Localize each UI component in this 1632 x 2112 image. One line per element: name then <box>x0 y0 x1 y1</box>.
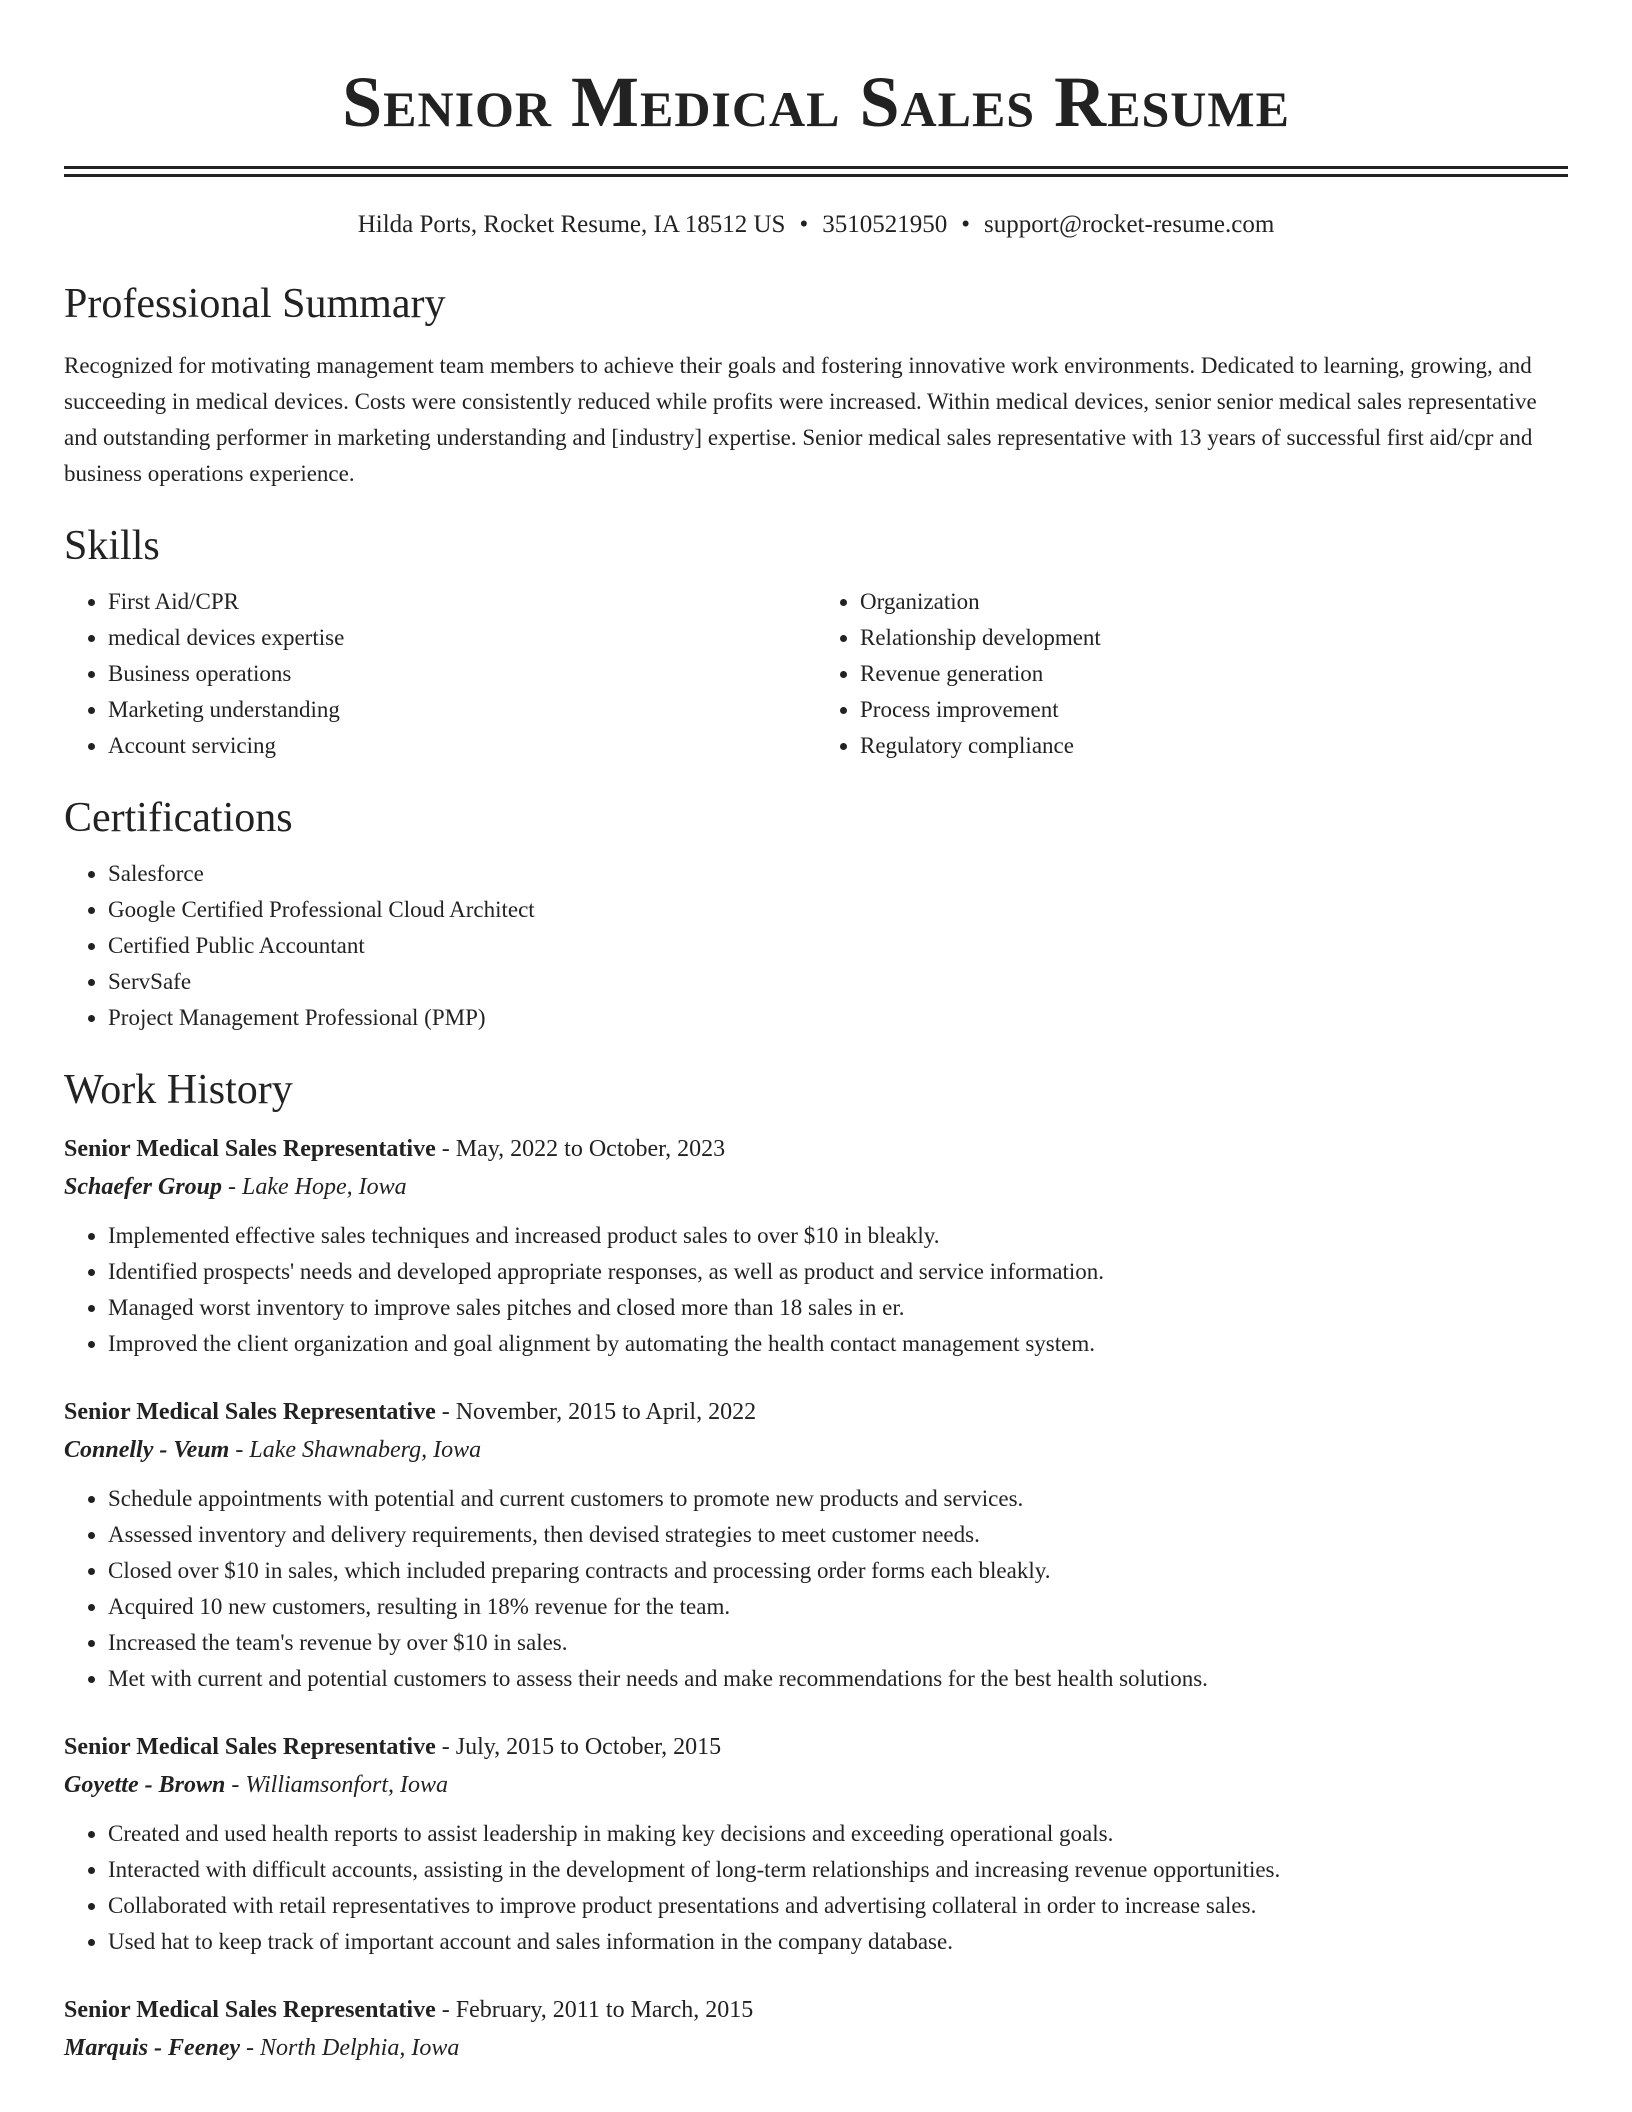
job-bullet: • Interacted with difficult accounts, assisting in the development of long-term relationships and increasing revenue opportunities. <box>108 1852 1568 1888</box>
certification-item: • ServSafe <box>108 964 1568 1000</box>
certification-item: • Project Management Professional (PMP) <box>108 1000 1568 1036</box>
job-entry <box>64 1130 1568 1362</box>
job-bullet: • Acquired 10 new customers, resulting in 18% revenue for the team. <box>108 1589 1568 1625</box>
job-bullet: • Increased the team's revenue by over $10 in sales. <box>108 1625 1568 1661</box>
skills-list-right <box>816 584 1568 764</box>
job-bullet: • Schedule appointments with potential and current customers to promote new products and services. <box>108 1481 1568 1517</box>
certifications-heading: Certifications <box>64 795 293 841</box>
job-title-line <box>64 1991 1568 2029</box>
skills-columns <box>64 584 1568 764</box>
skill-item: • medical devices expertise <box>108 620 816 656</box>
work-history-heading: Work History <box>64 1067 293 1113</box>
job-entry <box>64 1728 1568 1960</box>
skill-item: • Relationship development <box>860 620 1568 656</box>
job-bullet: • Assessed inventory and delivery requirements, then devised strategies to meet customer needs. <box>108 1517 1568 1553</box>
job-location: - Lake Shawnaberg, Iowa <box>229 1437 482 1463</box>
skill-item: • Revenue generation <box>860 656 1568 692</box>
job-bullets <box>64 1481 1568 1697</box>
job-title-line <box>64 1130 1568 1168</box>
summary-section <box>64 278 1568 492</box>
summary-heading: Professional Summary <box>64 281 446 327</box>
job-company-line <box>64 1766 1568 1804</box>
skill-item: • Process improvement <box>860 692 1568 728</box>
job-title: Senior Medical Sales Representative <box>64 1136 436 1162</box>
job-company: Goyette - Brown <box>64 1772 226 1798</box>
certification-item: • Google Certified Professional Cloud Architect <box>108 892 1568 928</box>
job-company-line <box>64 1168 1568 1206</box>
contact-separator: • <box>799 211 809 238</box>
job-company: Connelly - Veum <box>64 1437 230 1463</box>
job-title: Senior Medical Sales Representative <box>64 1734 436 1760</box>
job-bullet: • Created and used health reports to assist leadership in making key decisions and exceeding operational goals. <box>108 1816 1568 1852</box>
skill-item: • Business operations <box>108 656 816 692</box>
skills-list-left <box>64 584 816 764</box>
title-divider-top <box>64 166 1568 169</box>
contact-address: Hilda Ports, Rocket Resume, IA 18512 US <box>357 211 786 238</box>
job-dates: - July, 2015 to October, 2015 <box>435 1734 722 1760</box>
job-company: Marquis - Feeney <box>64 2035 240 2061</box>
job-location: - North Delphia, Iowa <box>240 2035 460 2061</box>
skill-item: • Organization <box>860 584 1568 620</box>
certification-item: • Salesforce <box>108 856 1568 892</box>
job-bullet: • Closed over $10 in sales, which included preparing contracts and processing order forms each bleakly. <box>108 1553 1568 1589</box>
job-title-line <box>64 1393 1568 1431</box>
skill-item: • Marketing understanding <box>108 692 816 728</box>
job-dates: - February, 2011 to March, 2015 <box>435 1997 754 2023</box>
job-location: - Lake Hope, Iowa <box>222 1174 407 1200</box>
job-bullet: • Improved the client organization and goal alignment by automating the health contact management system. <box>108 1326 1568 1362</box>
skill-item: • First Aid/CPR <box>108 584 816 620</box>
certification-item: • Certified Public Accountant <box>108 928 1568 964</box>
job-bullets <box>64 1816 1568 1960</box>
contact-email: support@rocket-resume.com <box>984 211 1275 238</box>
job-title: Senior Medical Sales Representative <box>64 1399 436 1425</box>
summary-text: Recognized for motivating management team members to achieve their goals and fostering innovative work environments. Dedicated to learning, growing, and succeeding in medical devices. Costs were consistently reduced while profits were increased. Within medical devices, senior senior medical sales representative and outstanding performer in marketing understanding and [industry] expertise. Senior medical sales representative with 13 years of successful first aid/cpr and business operations experience. <box>64 353 1537 486</box>
contact-phone: 3510521950 <box>822 211 948 238</box>
skill-item: • Regulatory compliance <box>860 728 1568 764</box>
job-bullet: • Collaborated with retail representatives to improve product presentations and advertising collateral in order to increase sales. <box>108 1888 1568 1924</box>
skill-item: • Account servicing <box>108 728 816 764</box>
certifications-section <box>64 792 1568 1036</box>
job-bullets <box>64 1218 1568 1362</box>
job-entry <box>64 1991 1568 2067</box>
certifications-list <box>64 856 1568 1036</box>
title-divider-bottom <box>64 174 1568 177</box>
job-bullet: • Implemented effective sales techniques and increased product sales to over $10 in bleakly. <box>108 1218 1568 1254</box>
contact-separator: • <box>961 211 970 238</box>
work-history-section <box>64 1064 1568 2067</box>
contact-line <box>64 209 1568 241</box>
skills-section <box>64 520 1568 764</box>
job-bullet: • Identified prospects' needs and developed appropriate responses, as well as product and service information. <box>108 1254 1568 1290</box>
job-bullet: • Met with current and potential customers to assess their needs and make recommendations for the best health solutions. <box>108 1661 1568 1697</box>
job-title: Senior Medical Sales Representative <box>64 1997 436 2023</box>
job-dates: - November, 2015 to April, 2022 <box>435 1399 757 1425</box>
job-dates: - May, 2022 to October, 2023 <box>435 1136 726 1162</box>
job-location: - Williamsonfort, Iowa <box>225 1772 449 1798</box>
job-company-line <box>64 2029 1568 2067</box>
job-company-line <box>64 1431 1568 1469</box>
job-bullet: • Managed worst inventory to improve sales pitches and closed more than 18 sales in er. <box>108 1290 1568 1326</box>
job-title-line <box>64 1728 1568 1766</box>
job-bullet: • Used hat to keep track of important account and sales information in the company database. <box>108 1924 1568 1960</box>
job-entry <box>64 1393 1568 1697</box>
page-title: Senior Medical Sales Resume <box>342 62 1290 142</box>
skills-heading: Skills <box>64 523 160 569</box>
job-company: Schaefer Group <box>64 1174 223 1200</box>
